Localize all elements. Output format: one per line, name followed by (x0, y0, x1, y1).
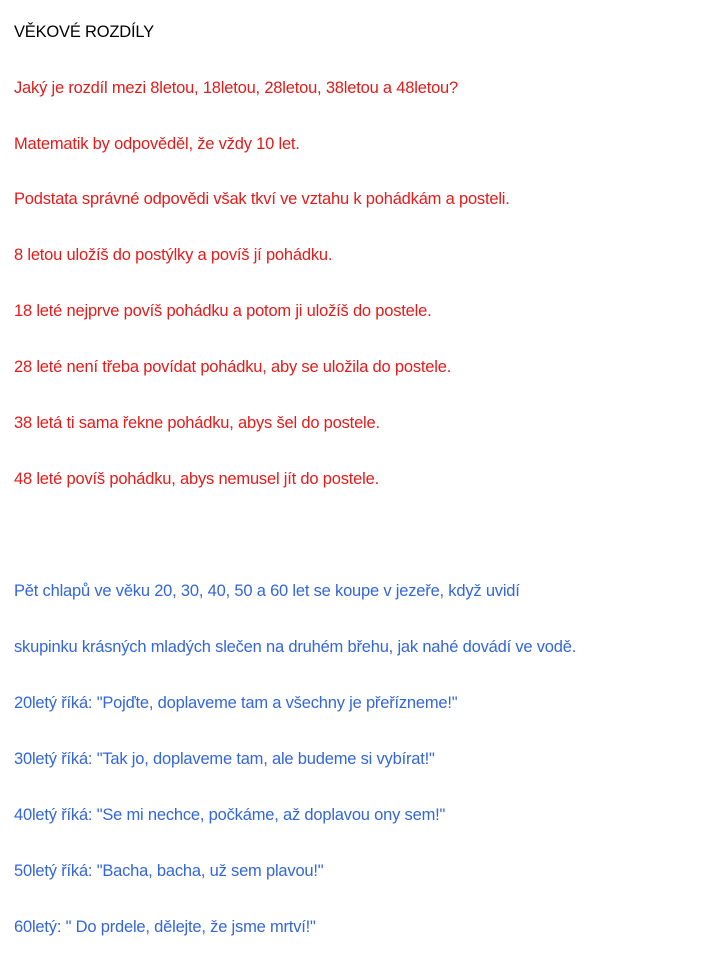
document-title: VĚKOVÉ ROZDÍLY (14, 23, 154, 41)
paragraph-line: skupinku krásných mladých slečen na druhém břehu, jak nahé dovádí ve vodě. (14, 638, 577, 656)
paragraph-line: Pět chlapů ve věku 20, 30, 40, 50 a 60 let se koupe v jezeře, když uvidí (14, 582, 520, 600)
paragraph-line: Jaký je rozdíl mezi 8letou, 18letou, 28letou, 38letou a 48letou? (14, 79, 459, 97)
paragraph-line: 60letý: " Do prdele, dělejte, že jsme mrtví!" (14, 918, 316, 936)
paragraph-line: 38 letá ti sama řekne pohádku, abys šel do postele. (14, 414, 380, 432)
paragraph-line: 40letý říká: "Se mi nechce, počkáme, až doplavou ony sem!" (14, 806, 446, 824)
paragraph-line: 20letý říká: "Pojďte, doplaveme tam a všechny je přeřízneme!" (14, 694, 458, 712)
paragraph-line: 18 leté nejprve povíš pohádku a potom ji uložíš do postele. (14, 302, 432, 320)
paragraph-line: Podstata správné odpovědi však tkví ve vztahu k pohádkám a posteli. (14, 190, 510, 208)
paragraph-line: 50letý říká: "Bacha, bacha, už sem plavou!" (14, 862, 324, 880)
paragraph-line: 48 leté povíš pohádku, abys nemusel jít do postele. (14, 470, 379, 488)
paragraph-line: Matematik by odpověděl, že vždy 10 let. (14, 135, 300, 153)
paragraph-line: 30letý říká: "Tak jo, doplaveme tam, ale budeme si vybírat!" (14, 750, 435, 768)
paragraph-line: 8 letou uložíš do postýlky a povíš jí pohádku. (14, 246, 333, 264)
paragraph-line: 28 leté není třeba povídat pohádku, aby se uložila do postele. (14, 358, 452, 376)
